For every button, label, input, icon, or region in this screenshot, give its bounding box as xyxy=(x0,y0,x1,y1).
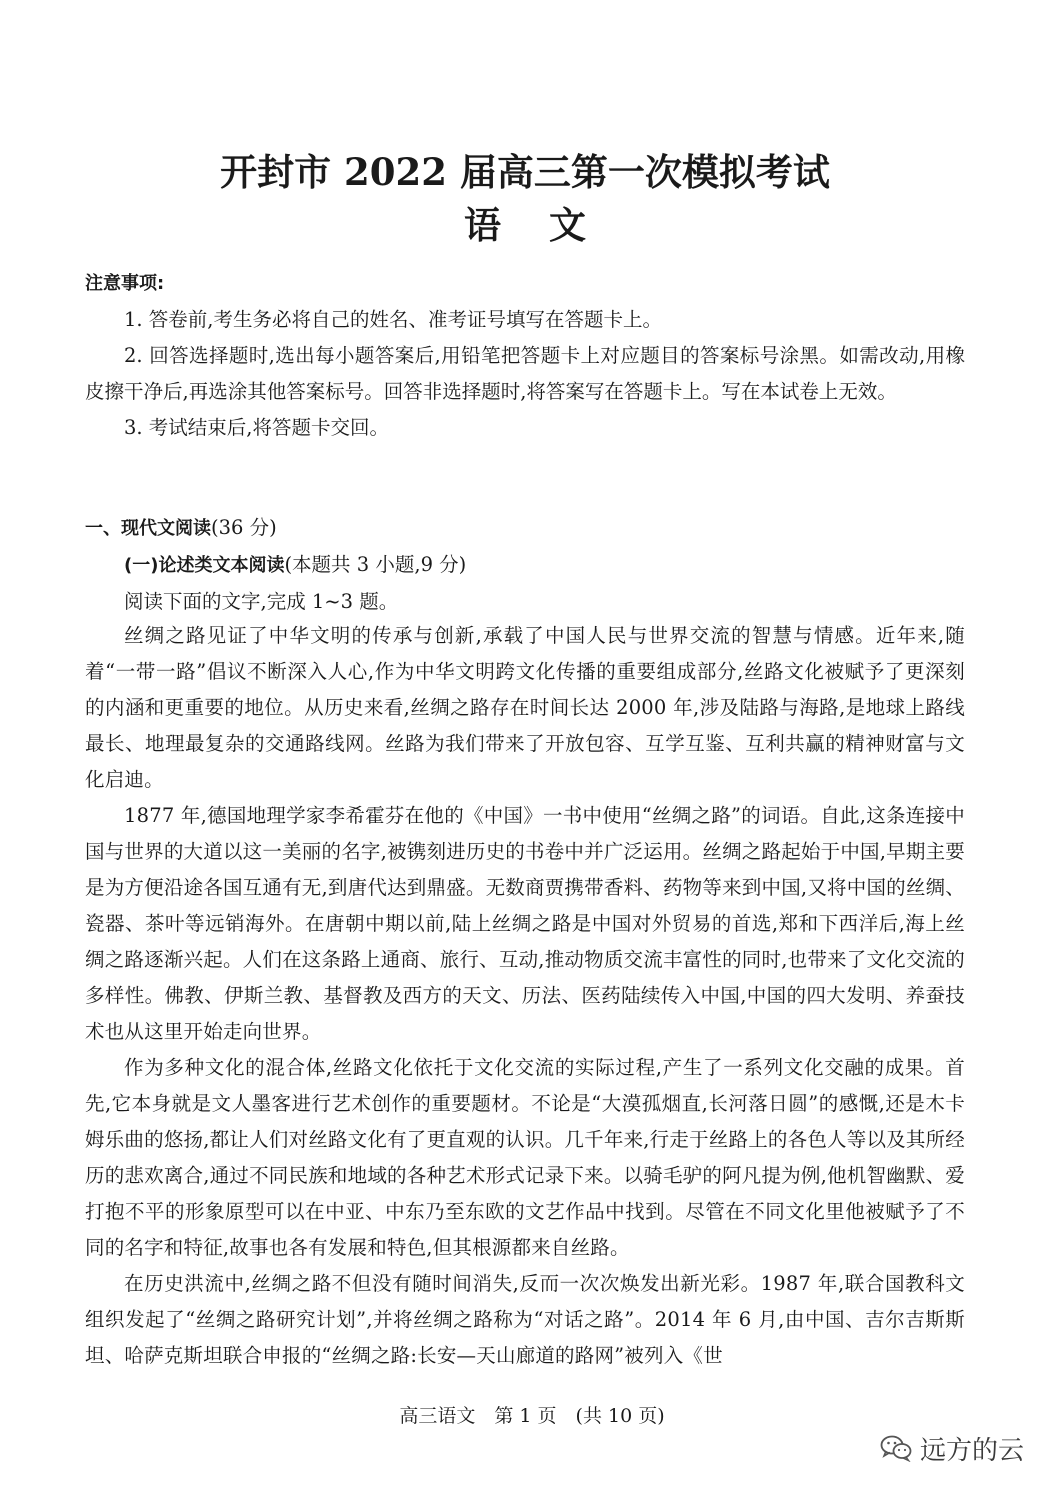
notice-item: 2. 回答选择题时,选出每小题答案后,用铅笔把答题卡上对应题目的答案标号涂黑。如需改动,用橡皮擦干净后,再选涂其他答案标号。回答非选择题时,将答案写在答题卡上。写在本试卷上无效。 xyxy=(85,344,965,403)
subsection-info: (本题共 3 小题,9 分) xyxy=(284,553,467,576)
notice-heading: 注意事项: xyxy=(85,273,165,294)
section-score: (36 分) xyxy=(211,516,277,539)
reading-instruction: 阅读下面的文字,完成 1~3 题。 xyxy=(124,590,399,613)
passage-paragraph: 1877 年,德国地理学家李希霍芬在他的《中国》一书中使用“丝绸之路”的词语。自此,这条连接中国与世界的大道以这一美丽的名字,被镌刻进历史的书卷中并广泛运用。丝绸之路起始于中国,早期主要是为方便沿途各国互通有无,到唐代达到鼎盛。无数商贾携带香料、药物等来到中国,又将中国的丝绸、瓷器、茶叶等远销海外。在唐朝中期以前,陆上丝绸之路是中国对外贸易的首选,郑和下西洋后,海上丝绸之路逐渐兴起。人们在这条路上通商、旅行、互动,推动物质交流丰富性的同时,也带来了文化交流的多样性。佛教、伊斯兰教、基督教及西方的天文、历法、医药陆续传入中国,中国的四大发明、养蚕技术也从这里开始走向世界。 xyxy=(85,804,965,1043)
section-heading: 一、现代文阅读 xyxy=(85,518,211,539)
passage-paragraph: 丝绸之路见证了中华文明的传承与创新,承载了中国人民与世界交流的智慧与情感。近年来,随着“一带一路”倡议不断深入人心,作为中华文明跨文化传播的重要组成部分,丝路文化被赋予了更深刻的内涵和更重要的地位。从历史来看,丝绸之路存在时间长达 2000 年,涉及陆路与海路,是地球上路线最长、地理最复杂的交通路线网。丝路为我们带来了开放包容、互学互鉴、互利共赢的精神财富与文化启迪。 xyxy=(85,624,965,791)
subsection-heading-line xyxy=(85,547,965,584)
watermark xyxy=(880,1426,1024,1470)
section-modern-reading xyxy=(85,510,965,620)
subject-title: 语文 xyxy=(464,203,634,247)
notice-section xyxy=(85,266,965,446)
passage-paragraph: 作为多种文化的混合体,丝路文化依托于文化交流的实际过程,产生了一系列文化交融的成果。首先,它本身就是文人墨客进行艺术创作的重要题材。不论是“大漠孤烟直,长河落日圆”的感慨,还是木卡姆乐曲的悠扬,都让人们对丝路文化有了更直观的认识。几千年来,行走于丝路上的各色人等以及其所经历的悲欢离合,通过不同民族和地域的各种艺术形式记录下来。以骑毛驴的阿凡提为例,他机智幽默、爱打抱不平的形象原型可以在中亚、中东乃至东欧的文艺作品中找到。尽管在不同文化里他被赋予了不同的名字和特征,故事也各有发展和特色,但其根源都来自丝路。 xyxy=(85,1056,965,1259)
passage-paragraph: 在历史洪流中,丝绸之路不但没有随时间消失,反而一次次焕发出新光彩。1987 年,联合国教科文组织发起了“丝绸之路研究计划”,并将丝绸之路称为“对话之路”。2014 年 6 月,由中国、吉尔吉斯斯坦、哈萨克斯坦联合申报的“丝绸之路:长安—天山廊道的路网”被列入《世 xyxy=(85,1272,965,1367)
page-footer: 高三语文 第 1 页 (共 10 页) xyxy=(399,1405,665,1427)
section-heading-line xyxy=(85,510,965,547)
watermark-text: 远方的云 xyxy=(920,1435,1025,1466)
subsection-heading: (一)论述类文本阅读 xyxy=(124,555,285,576)
notice-item: 3. 考试结束后,将答题卡交回。 xyxy=(124,416,390,439)
notice-item: 1. 答卷前,考生务必将自己的姓名、准考证号填写在答题卡上。 xyxy=(124,308,663,331)
reading-passage xyxy=(85,618,965,1374)
wechat-icon xyxy=(880,1434,912,1462)
exam-title: 开封市 2022 届高三第一次模拟考试 xyxy=(220,150,830,194)
